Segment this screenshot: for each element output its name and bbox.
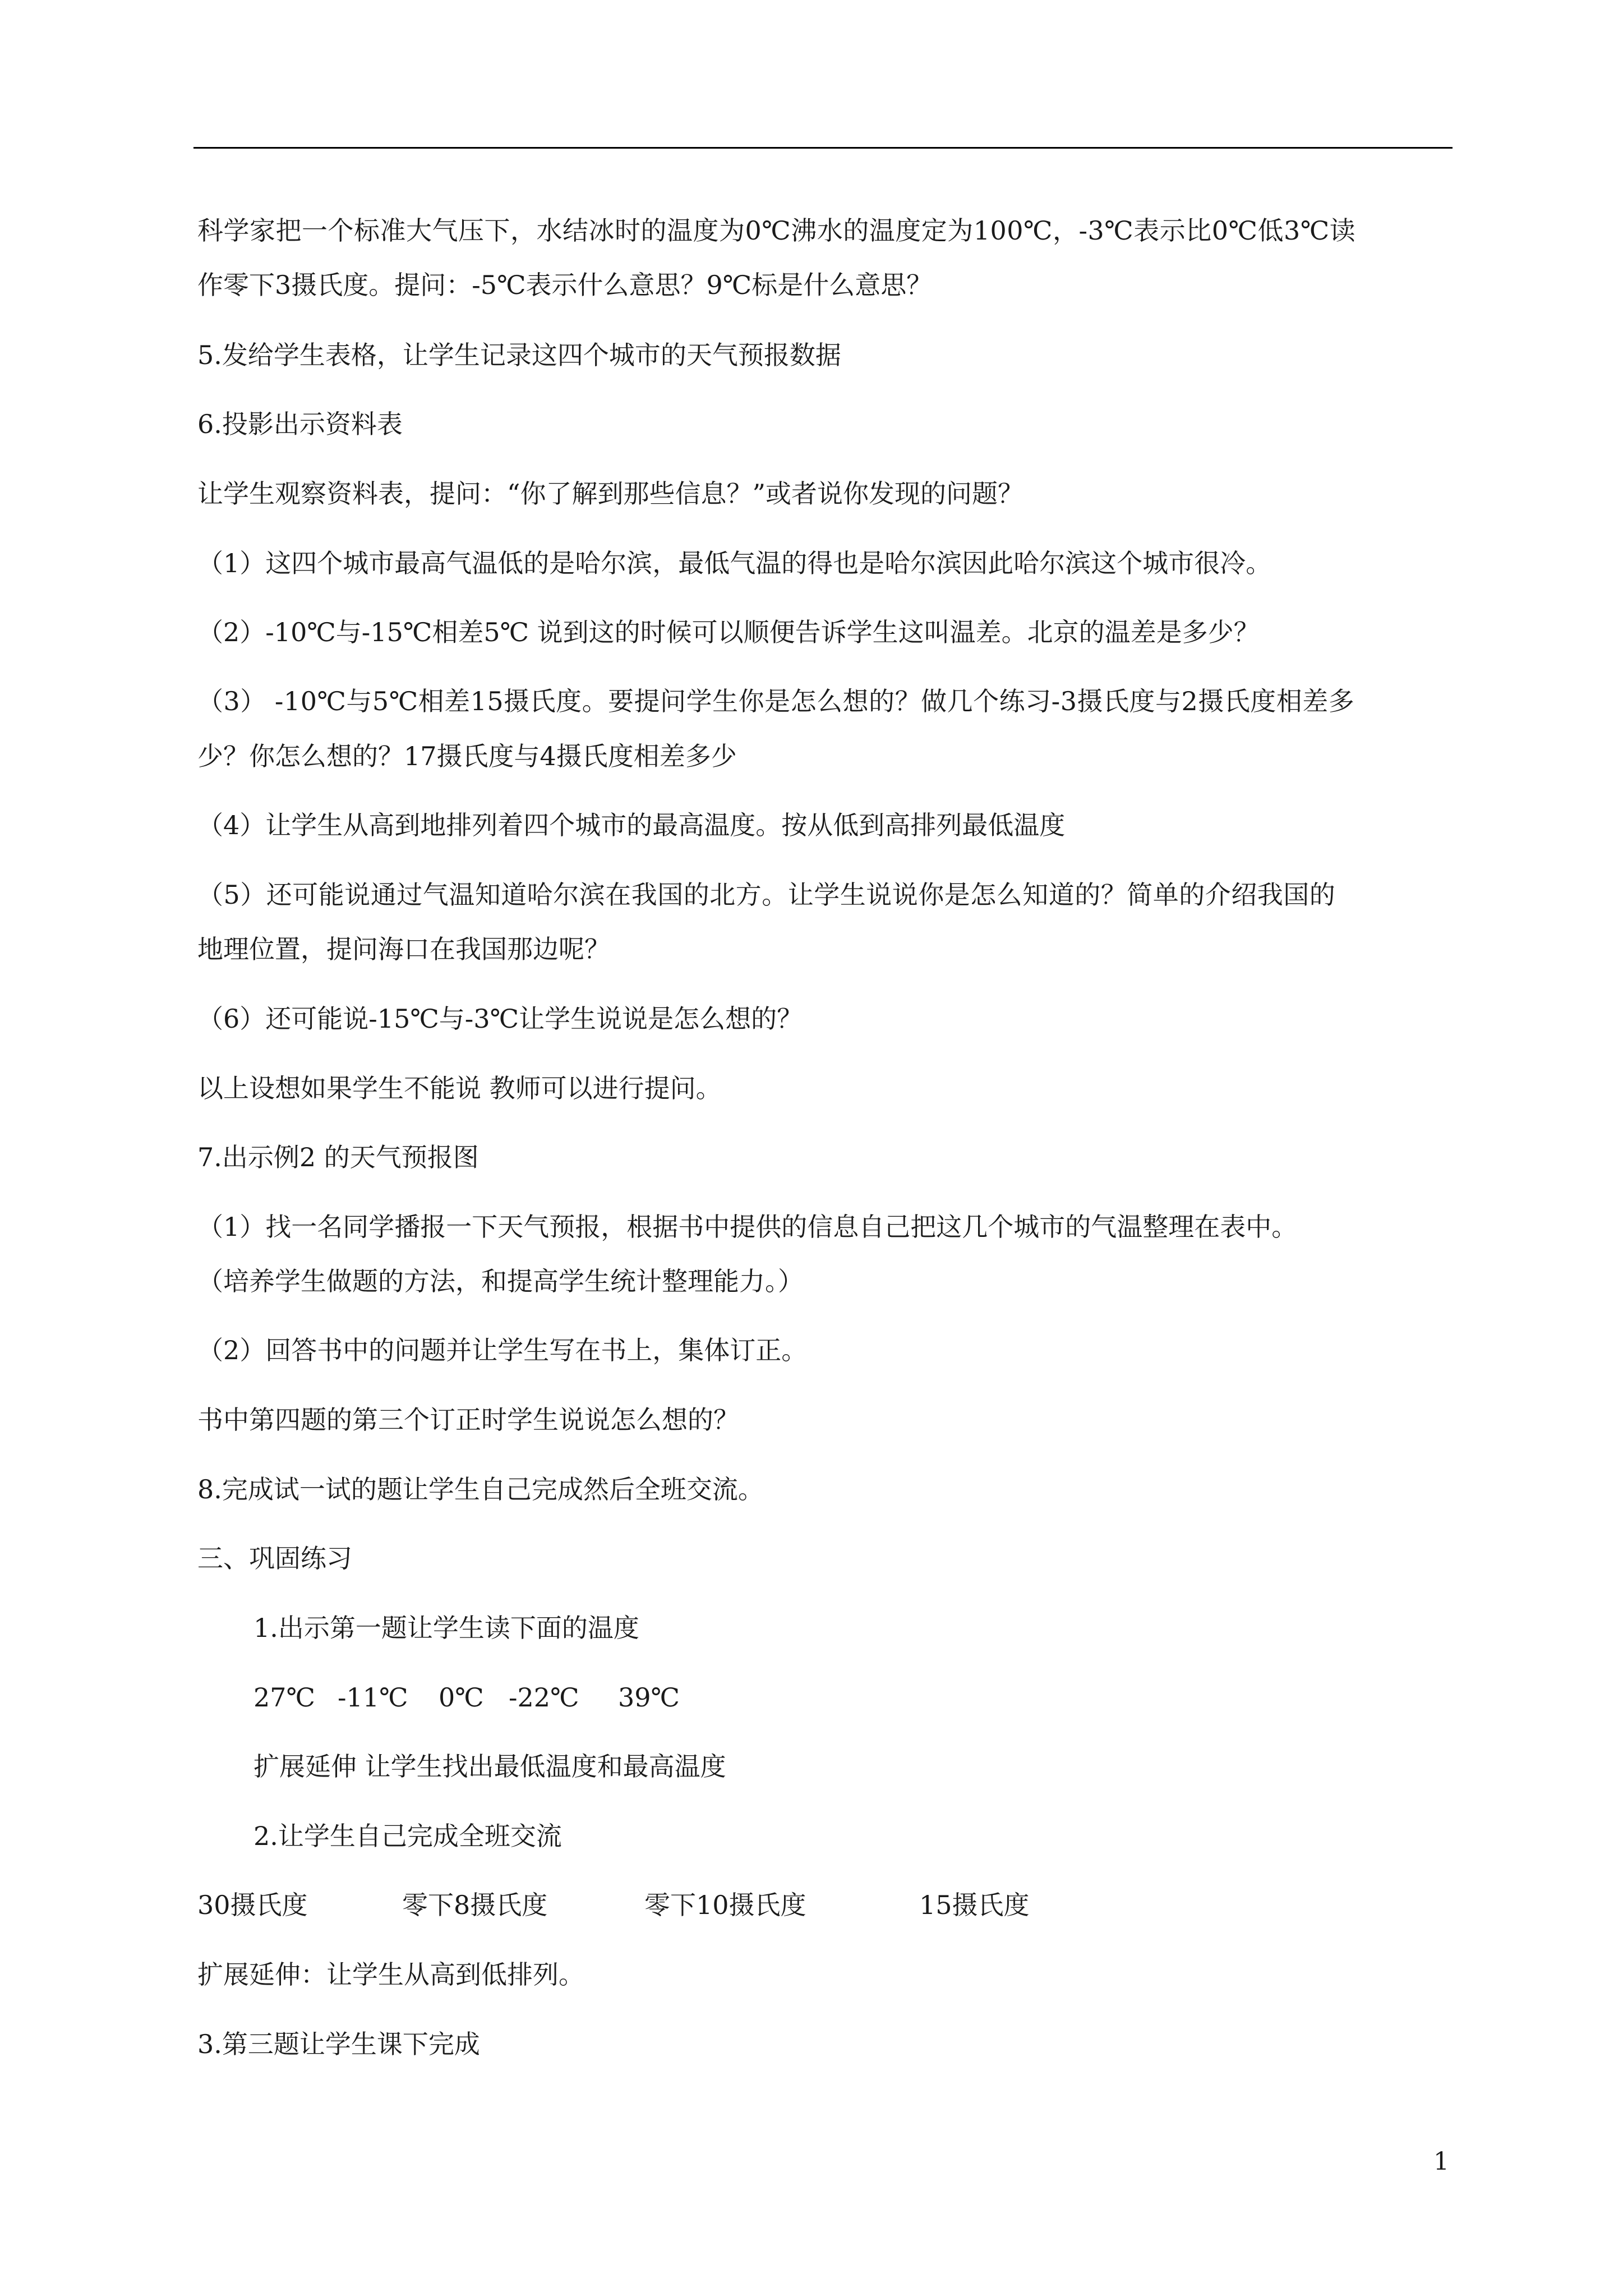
paragraph-line-20: 8.完成试一试的题让学生自己完成然后全班交流。 [197,1474,764,1504]
degree-item: 零下8摄氏度 [402,1890,548,1920]
task-1-line: 1.出示第一题让学生读下面的温度 [253,1613,639,1643]
paragraph-line-18: （2）回答书中的问题并让学生写在书上，集体订正。 [197,1335,808,1365]
task-3-line: 3.第三题让学生课下完成 [197,2029,480,2059]
paragraph-line-9: 少？你怎么想的？17摄氏度与4摄氏度相差多少 [197,741,737,771]
header-rule [193,147,1453,149]
paragraph-line-8: （3） -10℃与5℃相差15摄氏度。要提问学生你是怎么想的？做几个练习-3摄氏度与2摄氏度相差多 [197,686,1355,716]
paragraph-line-19: 书中第四题的第三个订正时学生说说怎么想的？ [197,1405,739,1435]
temperature-item: 27℃ [253,1682,315,1713]
paragraph-line-12: 地理位置，提问海口在我国那边呢？ [197,934,610,964]
temperature-item: 39℃ [618,1682,680,1713]
page-number: 1 [1433,2147,1449,2176]
temperature-item: -22℃ [509,1682,579,1713]
section-heading: 三、巩固练习 [197,1543,352,1573]
temperature-item: 0℃ [439,1682,484,1713]
paragraph-line-3: 5.发给学生表格，让学生记录这四个城市的天气预报数据 [197,340,841,370]
degree-item: 零下10摄氏度 [644,1890,806,1920]
degree-item: 15摄氏度 [919,1890,1030,1920]
paragraph-line-5: 让学生观察资料表，提问：“你了解到那些信息？”或者说你发现的问题？ [197,478,1024,509]
paragraph-line-2: 作零下3摄氏度。提问：-5℃表示什么意思？9℃标是什么意思？ [197,270,933,300]
extend-line-2: 扩展延伸：让学生从高到低排列。 [197,1959,584,1990]
paragraph-line-1: 科学家把一个标准大气压下，水结冰时的温度为0℃沸水的温度定为100℃，-3℃表示比0℃低3℃读 [197,215,1356,246]
paragraph-line-14: 以上设想如果学生不能说 教师可以进行提问。 [197,1073,722,1103]
extend-line-1: 扩展延伸 让学生找出最低温度和最高温度 [253,1751,726,1782]
temperature-item: -11℃ [338,1682,408,1713]
degree-list [197,1889,1030,1921]
paragraph-line-4: 6.投影出示资料表 [197,409,403,439]
paragraph-line-17: （培养学生做题的方法，和提高学生统计整理能力。） [197,1266,804,1296]
paragraph-line-7: （2）-10℃与-15℃相差5℃ 说到这的时候可以顺便告诉学生这叫温差。北京的温差是多少？ [197,617,1260,647]
task-2-line: 2.让学生自己完成全班交流 [253,1821,562,1851]
paragraph-line-16: （1）找一名同学播报一下天气预报，根据书中提供的信息自己把这几个城市的气温整理在表中。 [197,1212,1298,1242]
paragraph-line-13: （6）还可能说-15℃与-3℃让学生说说是怎么想的？ [197,1004,803,1034]
paragraph-line-10: （4）让学生从高到地排列着四个城市的最高温度。按从低到高排列最低温度 [197,810,1066,840]
temperature-list [253,1682,680,1713]
paragraph-line-15: 7.出示例2 的天气预报图 [197,1142,479,1172]
paragraph-line-6: （1）这四个城市最高气温低的是哈尔滨，最低气温的得也是哈尔滨因此哈尔滨这个城市很冷。 [197,548,1272,578]
paragraph-line-11: （5）还可能说通过气温知道哈尔滨在我国的北方。让学生说说你是怎么知道的？简单的介绍我国的 [197,880,1336,910]
degree-item: 30摄氏度 [197,1890,308,1920]
